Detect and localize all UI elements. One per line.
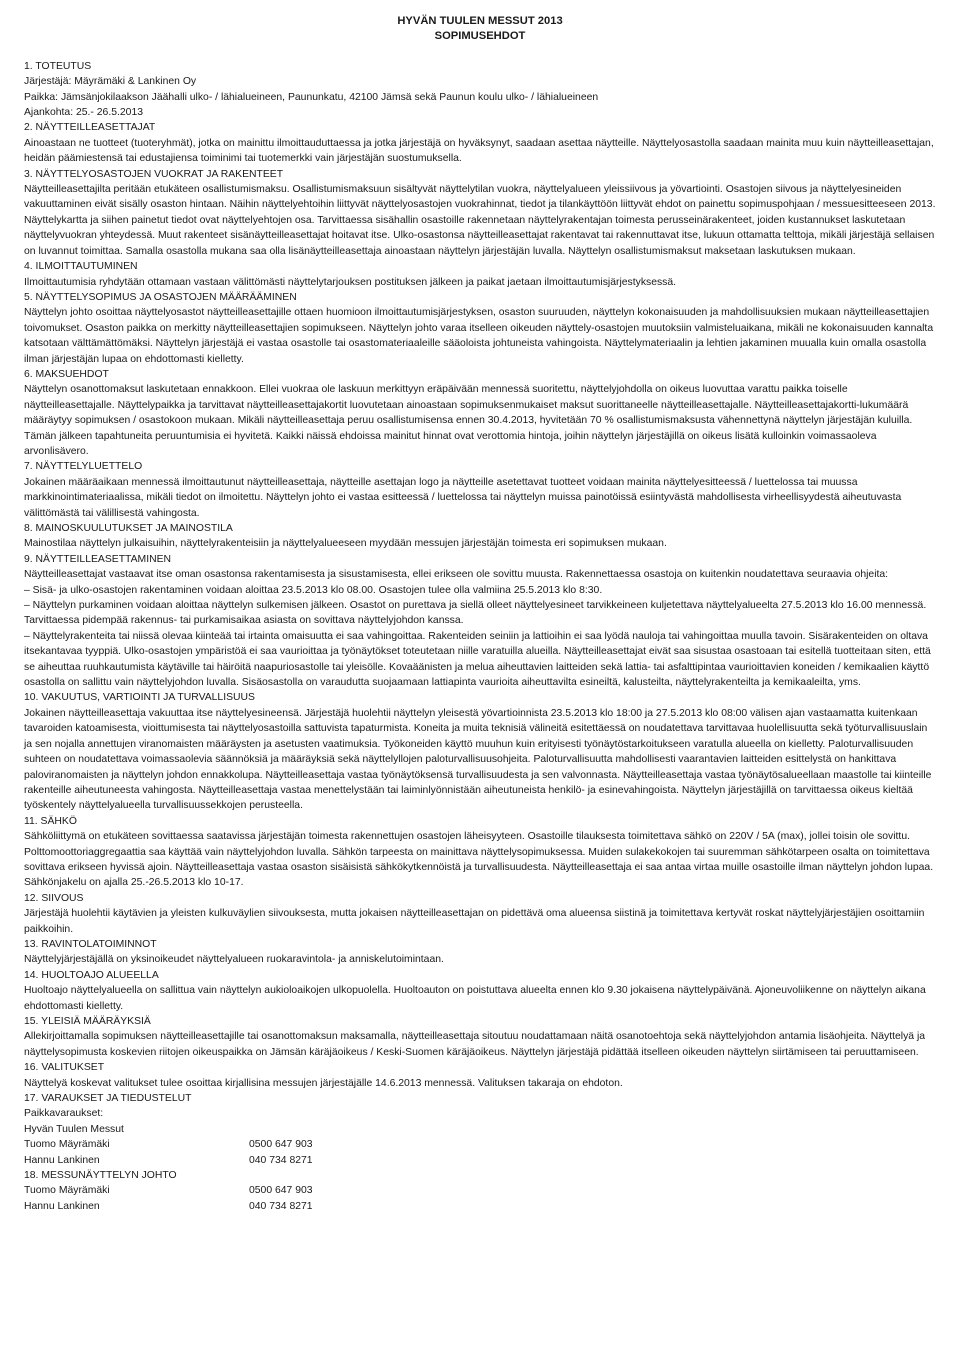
section-heading: 13. RAVINTOLATOIMINNOT [24, 938, 157, 950]
body-paragraph: Järjestäjä: Mäyrämäki & Lankinen Oy [24, 76, 197, 88]
body-paragraph: Paikka: Jämsänjokilaakson Jäähalli ulko- / lähialueineen, Paununkatu, 42100 Jämsä sekä Paunun koulu ulko- / lähialueineen [24, 91, 599, 103]
document-page [24, 14, 936, 1214]
body-paragraph: Näyttelyn johto osoittaa näyttelyosastot näytteilleasettajille ottaen huomioon ilmoittautumisjärjestyksen, osaston suuruuden, näyttelyn kokonaisuuden ja mahdollisuuksien mukaan näytteilleasettajien toivomukset. Osaston paikka on merkitty näytteilleasettajien sopimukseen. Näyttelyn johto varaa itselleen oikeuden näyttely-osastojen muutoksiin valmisteluaikana, mikäli ne kokonaisuuden kannalta katsotaan välttämättömäksi. Näyttelyn järjestäjä ei vastaa osastolle tai osastomateriaaleille sääoloista johtuneista vahingoista. Näyttelymateriaalin ja lehtien jakaminen muualla kuin omalla osastolla ilman järjestäjän lupaa on ehdottomasti kielletty. [24, 307, 934, 365]
body-paragraph: Näyttelyä koskevat valitukset tulee osoittaa kirjallisina messujen järjestäjälle 14.6.2013 mennessä. Valituksen takaraja on ehdoton. [24, 1077, 623, 1089]
body-paragraph: Sähköliittymä on etukäteen sovittaessa saatavissa järjestäjän toimesta rakennettujen osastojen läheisyyteen. Osastoille tilauksesta toimitettava sähkö on 220V / 5A (max), jollei toisin ole sovittu. Polttomoottoriaggregaattia saa käyttää vain näyttelyjohdon luvalla. Sähkön tarpeesta on mainittava näyttelysopimuksessa. Muiden sulakekokojen tai suuremman sähkötarpeen osalta on toimitettava sovittava erikseen hyvissä ajoin. Näytteilleasettaja vastaa osaston sisäisistä sähkökytkennöistä ja turvallisuudesta. Näytteilleasettaja ei saa antaa virtaa muille osastoille ilman näyttelyn johdon lupaa. Sähkönjakelu on ajalla 25.-26.5.2013 klo 10-17. [24, 831, 934, 889]
section-heading: 1. TOTEUTUS [24, 60, 92, 72]
body-paragraph: Mainostilaa näyttelyn julkaisuihin, näyttelyrakenteisiin ja näyttelyalueeseen myydään messujen järjestäjän toimesta eri sopimuksen mukaan. [24, 538, 667, 550]
section-heading: 16. VALITUKSET [24, 1062, 105, 1074]
section-heading: 18. MESSUNÄYTTELYN JOHTO [24, 1170, 177, 1182]
body-paragraph: Järjestäjä huolehtii käytävien ja yleisten kulkuväylien siivouksesta, mutta jokaisen näytteilleasettajan on pidettävä oma alueensa siistinä ja toimitettava kertyvät roskat näyttelyjärjestäjien osoittamiin paikkoihin. [24, 908, 925, 935]
section-heading: 7. NÄYTTELYLUETTELO [24, 461, 143, 473]
contact-name: Hannu Lankinen [24, 1200, 100, 1212]
section-heading: 4. ILMOITTAUTUMINEN [24, 261, 138, 273]
body-paragraph: Näyttelyjärjestäjällä on yksinoikeudet näyttelyalueen ruokaravintola- ja anniskelutoimintaan. [24, 954, 444, 966]
section-heading: 6. MAKSUEHDOT [24, 368, 109, 380]
section-heading: 8. MAINOSKUULUTUKSET JA MAINOSTILA [24, 523, 233, 534]
document-header [24, 14, 936, 45]
body-paragraph: – Näyttelyn purkaminen voidaan aloittaa näyttelyn sulkemisen jälkeen. Osastot on purettava ja siellä olleet näyttelyesineet tarvikkeineen kuljetettava näyttelyalueelta 27.5.2013 klo 16.00 mennessä. Tarvittaessa pidempää rakennus- tai purkamisaikaa asiasta on sovittava näyttelyjohdon kanssa. [24, 600, 927, 627]
body-paragraph: Näytteilleasettajilta peritään etukäteen osallistumismaksu. Osallistumismaksuun sisältyvät näyttelytilan vuokra, näyttelyalueen yleissiivous ja yövartiointi. Osastojen siivous ja näyttelyesineiden vakuuttaminen eivät sisälly osaston hintaan. Näihin näyttelyehtoihin liittyvät näyttelyosastojen vuokrahinnat, tiedot ja tilankäyttöön liittyvät ehdot on painettu sopimuspohjaan / messuesitteeseen 2013. Näyttelykartta ja siihen painetut tiedot ovat näyttelyehtojen osa. Tarvittaessa sisähallin osastoille rakennetaan näyttelyrakentajan toimesta perusseinärakenteet, joiden kustannukset laskutetaan näyttelyvuokran yhteydessä. Muut rakenteet sisänäytteilleasettajat hoitavat itse. Ulko-osastonsa näytteilleasettajat rakentavat tai rakennuttavat itse, lukuun ottamatta telttoja, mikäli järjestäjä sellaisen on luvannut toimittaa. Samalla osastolla mukana saa olla lisänäytteilleasettaja ainoastaan näyttelyn järjestäjän luvalla. Näyttelyn osallistumismaksut maksetaan laskutuksen mukaan. [24, 184, 936, 257]
section-heading: 10. VAKUUTUS, VARTIOINTI JA TURVALLISUUS [24, 692, 255, 704]
body-paragraph: Jokainen määräaikaan mennessä ilmoittautunut näytteilleasettaja, näytteille asettajan logo ja näytteille asetettavat tuotteet voidaan mainita näyttelyesitteessä / luettelossa tai muussa markkinointimateriaalissa, mikäli tiedot on ilmoitettu. Näyttelyn johto ei vastaa esitteessä / luettelossa tai näyttelyn muissa painotöissä esiintyvästä mahdollisesta virheellisyydestä aiheutuvasta välittömästä tai välillisestä vahingosta. [24, 476, 902, 519]
section-heading: 3. NÄYTTELYOSASTOJEN VUOKRAT JA RAKENTEET [24, 168, 284, 180]
contact-row [24, 1153, 936, 1168]
section-heading: 5. NÄYTTELYSOPIMUS JA OSASTOJEN MÄÄRÄÄMINEN [24, 291, 297, 303]
contact-name: Hannu Lankinen [24, 1154, 100, 1166]
section-heading: 12. SIIVOUS [24, 892, 84, 904]
section-heading: 15. YLEISIÄ MÄÄRÄYKSIÄ [24, 1016, 151, 1027]
section-heading: 11. SÄHKÖ [24, 815, 77, 827]
contacts-section-17 [24, 1137, 936, 1168]
section-heading: 9. NÄYTTEILLEASETTAMINEN [24, 553, 172, 565]
body-paragraph: Näytteilleasettajat vastaavat itse oman osastonsa rakentamisesta ja sisustamisesta, ellei erikseen ole sovittu muusta. Rakennettaessa osastoja on kuitenkin noudatettava seuraavia ohjeita: [24, 569, 889, 581]
body-paragraph: – Sisä- ja ulko-osastojen rakentaminen voidaan aloittaa 23.5.2013 klo 08.00. Osastojen tulee olla valmiina 25.5.2013 klo 8:30. [24, 584, 603, 596]
contact-phone: 040 734 8271 [249, 1154, 313, 1166]
body-paragraph: Ainoastaan ne tuotteet (tuoteryhmät), jotka on mainittu ilmoittauduttaessa ja jotka järjestäjä on hyväksynyt, saadaan asettaa näytteille. Näyttelyosastolla saadaan mainita muu kuin näytteilleasettajan, heidän päämiestensä tai edustajiensa toiminimi tai tuotemerkki vain järjestäjän suostumuksella. [24, 137, 934, 165]
document-body [24, 59, 936, 1137]
section-heading: 2. NÄYTTEILLEASETTAJAT [24, 122, 156, 134]
contact-phone: 0500 647 903 [249, 1185, 313, 1197]
section-heading: 17. VARAUKSET JA TIEDUSTELUT [24, 1093, 192, 1105]
body-paragraph: Ilmoittautumisia ryhdytään ottamaan vastaan välittömästi näyttelytarjouksen postituksen jälkeen ja paikat jaetaan ilmoittautumisjärjestyksessä. [24, 276, 677, 288]
contact-phone: 0500 647 903 [249, 1139, 313, 1151]
contact-phone: 040 734 8271 [249, 1200, 313, 1212]
document-subtitle: SOPIMUSEHDOT [434, 30, 526, 43]
section-heading: 14. HUOLTOAJO ALUEELLA [24, 969, 159, 981]
contacts-section-18 [24, 1183, 936, 1214]
body-paragraph: Jokainen näytteilleasettaja vakuuttaa itse näyttelyesineensä. Järjestäjä huolehtii näyttelyn yleisestä yövartioinnista 23.5.2013 klo 18:00 ja 27.5.2013 klo 08:00 välisen ajan vastaamatta kuitenkaan tavaroiden katoamisesta, vioittumisesta tai näyttelyosastoilla sattuvista tapaturmista. Koneita ja muita teknisiä välineitä esitettäessä on noudatettava tarvittavaa huolellisuutta sekä työturvallisuuslain ja sen nojalla annettujen viranomaisten määräysten ja asetusten vaatimuksia. Työkoneiden käyttö muuhun kuin erityisesti työnäytöstarkoitukseen varatulla alueella on kielletty. Paloturvallisuuden suhteen on noudatettava voimassaolevia säännöksiä ja määräyksiä sekä näyttelyllojen paloturvallisuusohjeita. Paloturvallisuutta mahdollisesti vaarantavien laitteiden esittelystä on hankittava paloviranomaisten ja näyttelyn johdon ennakkolupa. Näytteilleasettaja vastaa työnäytöksensä turvallisuudesta ja sen valvonnasta. Näytteilleasettaja vastaa työnäytösalueellaan maastolle tai kiinteille rakenteille aiheutuneesta vahingosta. Näytteilleasettaja vastaa menettelystään tai laiminlyönnistään aiheutuneista henkilö- ja esinevahingoista. Näyttelyn järjestäjillä on tarvittaessa oikeus kieltää työskentely näyttelyalueella turvallisuussekkojen perusteella. [24, 707, 932, 812]
body-paragraph: Allekirjoittamalla sopimuksen näytteilleasettajille tai osanottomaksun maksamalla, näytteilleasettaja sitoutuu noudattamaan näitä osanotoehtoja sekä näyttelyjohdon antamia lisäohjeita. Näyttelyä ja näyttelysopimusta koskevien riitojen oikeuspaikka on Jämsän käräjäoikeus / Keski-Suomen käräjäoikeus. Näyttelyn järjestäjä pidättää itselleen oikeuden näyttelyn siirtämiseen tai peruuttamiseen. [24, 1031, 926, 1058]
contact-row [24, 1183, 936, 1198]
contact-row [24, 1137, 936, 1152]
body-paragraph: Ajankohta: 25.- 26.5.2013 [24, 107, 144, 119]
contact-row [24, 1199, 936, 1214]
document-title: HYVÄN TUULEN MESSUT 2013 [397, 15, 563, 27]
body-paragraph: Paikkavaraukset: [24, 1108, 104, 1120]
contact-name: Tuomo Mäyrämäki [24, 1185, 110, 1197]
body-paragraph: Näyttelyn osanottomaksut laskutetaan ennakkoon. Ellei vuokraa ole laskuun merkittyyn eräpäivään mennessä suoritettu, näyttelyjohdolla on oikeus luovuttaa varattu paikka toiselle näytteilleasettajalle. Näyttelypaikka ja tarvittavat näytteilleasettajakortit luovutetaan ainoastaan sopimuksenmukaiset maksut suorittaneelle näytteilleasettajalle. Näytteilleasettajakortti-lukumäärä määräytyy sopimuksen / osastokoon mukaan. Mikäli näytteilleasettaja peruu osallistumisensa ennen 30.4.2013, hyvitetään 70 % osallistumismaksusta vähennettynä näyttelyn järjestäjän kuluilla. Tämän jälkeen tapahtuneita peruuntumisia ei hyvitetä. Kaikki näissä ehdoissa mainitut hinnat ovat verottomia hintoja, joihin näyttelyn järjestäjillä on oikeus lisätä kulloinkin voimassaoleva arvonlisävero. [24, 384, 913, 457]
body-paragraph: Hyvän Tuulen Messut [24, 1123, 124, 1135]
contact-name: Tuomo Mäyrämäki [24, 1139, 110, 1151]
body-paragraph: – Näyttelyrakenteita tai niissä olevaa kiinteää tai irtainta omaisuutta ei saa vahingoittaa. Rakenteiden seiniin ja lattioihin ei saa lyödä nauloja tai vahingoittaa muulla tavoin. Sisärakenteiden on oltava itsekantavaa tyyppiä. Ulko-osastojen ympäristöä ei saa vaurioittaa ja työnäytökset toteutetaan niille varatuilla alueilla. Näytteilleasettajat eivät saa sisustaa osastoaan tai esitellä tuotteitaan siten, että se aiheuttaa ruuhkautumista käytäville tai häiröitä naapuriosastolle tai yleisölle. Kovaäänisten ja melua aiheuttavien laitteiden sekä lattia- tai asfalttipintaa vaurioittavien koneiden / kemikaalien käyttö osastolla on sallittu vain näyttelyjohdon luvalla. Sisäosastolla on varaudutta suojaamaan lattiapinta vaurioita aiheuttavilta esineiltä, kalusteilta, näyttelyrakenteilta ja kemikaaleilta, yms. [24, 630, 931, 689]
body-paragraph: Huoltoajo näyttelyalueella on sallittua vain näyttelyn aukioloaikojen ulkopuolella. Huoltoauton on poistuttava alueelta ennen klo 9.30 jokaisena näyttelypäivänä. Ajoneuvoliikenne on näyttelyn aikana ehdottomasti kielletty. [24, 985, 926, 1012]
